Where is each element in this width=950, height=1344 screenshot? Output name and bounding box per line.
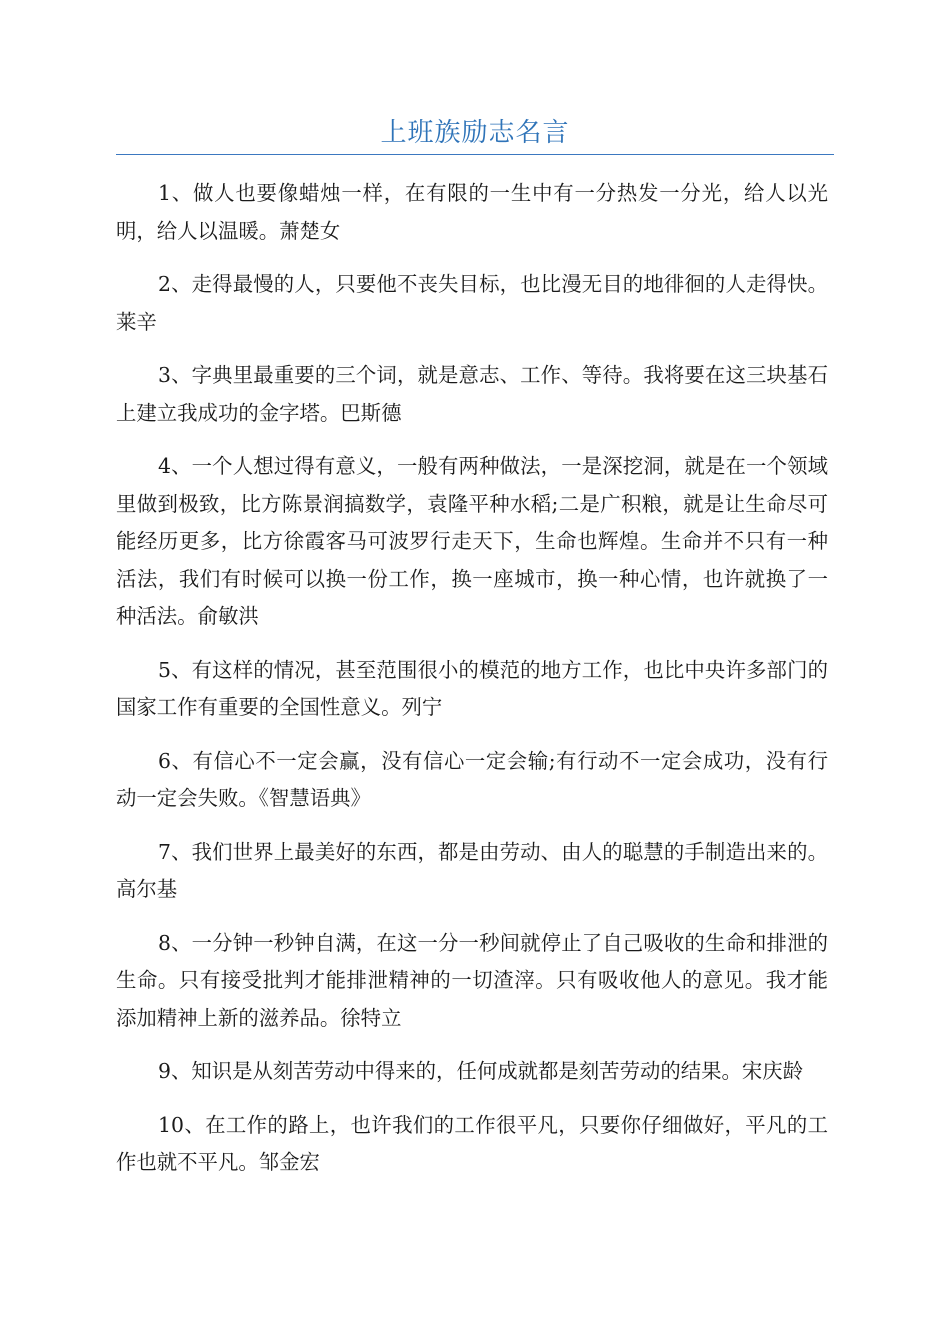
quote-paragraph: 8、一分钟一秒钟自满，在这一分一秒间就停止了自己吸收的生命和排泄的生命。只有接受批判才能排泄精神的一切渣滓。只有吸收他人的意见。我才能添加精神上新的滋养品。徐特立 [116, 930, 828, 1030]
title-underline [116, 154, 834, 155]
quote-paragraph: 9、知识是从刻苦劳动中得来的，任何成就都是刻苦劳动的结果。宋庆龄 [158, 1059, 804, 1083]
quote-paragraph: 5、有这样的情况，甚至范围很小的模范的地方工作，也比中央许多部门的国家工作有重要的全国性意义。列宁 [116, 657, 828, 719]
quote-paragraph: 10、在工作的路上，也许我们的工作很平凡，只要你仔细做好，平凡的工作也就不平凡。邹金宏 [116, 1112, 828, 1174]
quote-paragraph: 1、做人也要像蜡烛一样，在有限的一生中有一分热发一分光，给人以光明，给人以温暖。萧楚女 [116, 181, 828, 243]
quote-paragraph: 4、一个人想过得有意义，一般有两种做法，一是深挖洞，就是在一个领域里做到极致，比方陈景润搞数学，袁隆平种水稻;二是广积粮，就是让生命尽可能经历更多，比方徐霞客马可波罗行走天下，生命也辉煌。生命并不只有一种活法，我们有时候可以换一份工作，换一座城市，换一种心情，也许就换了一种活法。俞敏洪 [116, 454, 828, 628]
quote-paragraph: 7、我们世界上最美好的东西，都是由劳动、由人的聪慧的手制造出来的。高尔基 [116, 839, 828, 901]
page-title: 上班族励志名言 [380, 118, 570, 148]
quotes-list [116, 175, 828, 1198]
quote-paragraph: 3、字典里最重要的三个词，就是意志、工作、等待。我将要在这三块基石上建立我成功的金字塔。巴斯德 [116, 363, 828, 425]
quote-paragraph: 2、走得最慢的人，只要他不丧失目标，也比漫无目的地徘徊的人走得快。莱辛 [116, 272, 828, 334]
quote-paragraph: 6、有信心不一定会赢，没有信心一定会输;有行动不一定会成功，没有行动一定会失败。《智慧语典》 [116, 748, 828, 810]
